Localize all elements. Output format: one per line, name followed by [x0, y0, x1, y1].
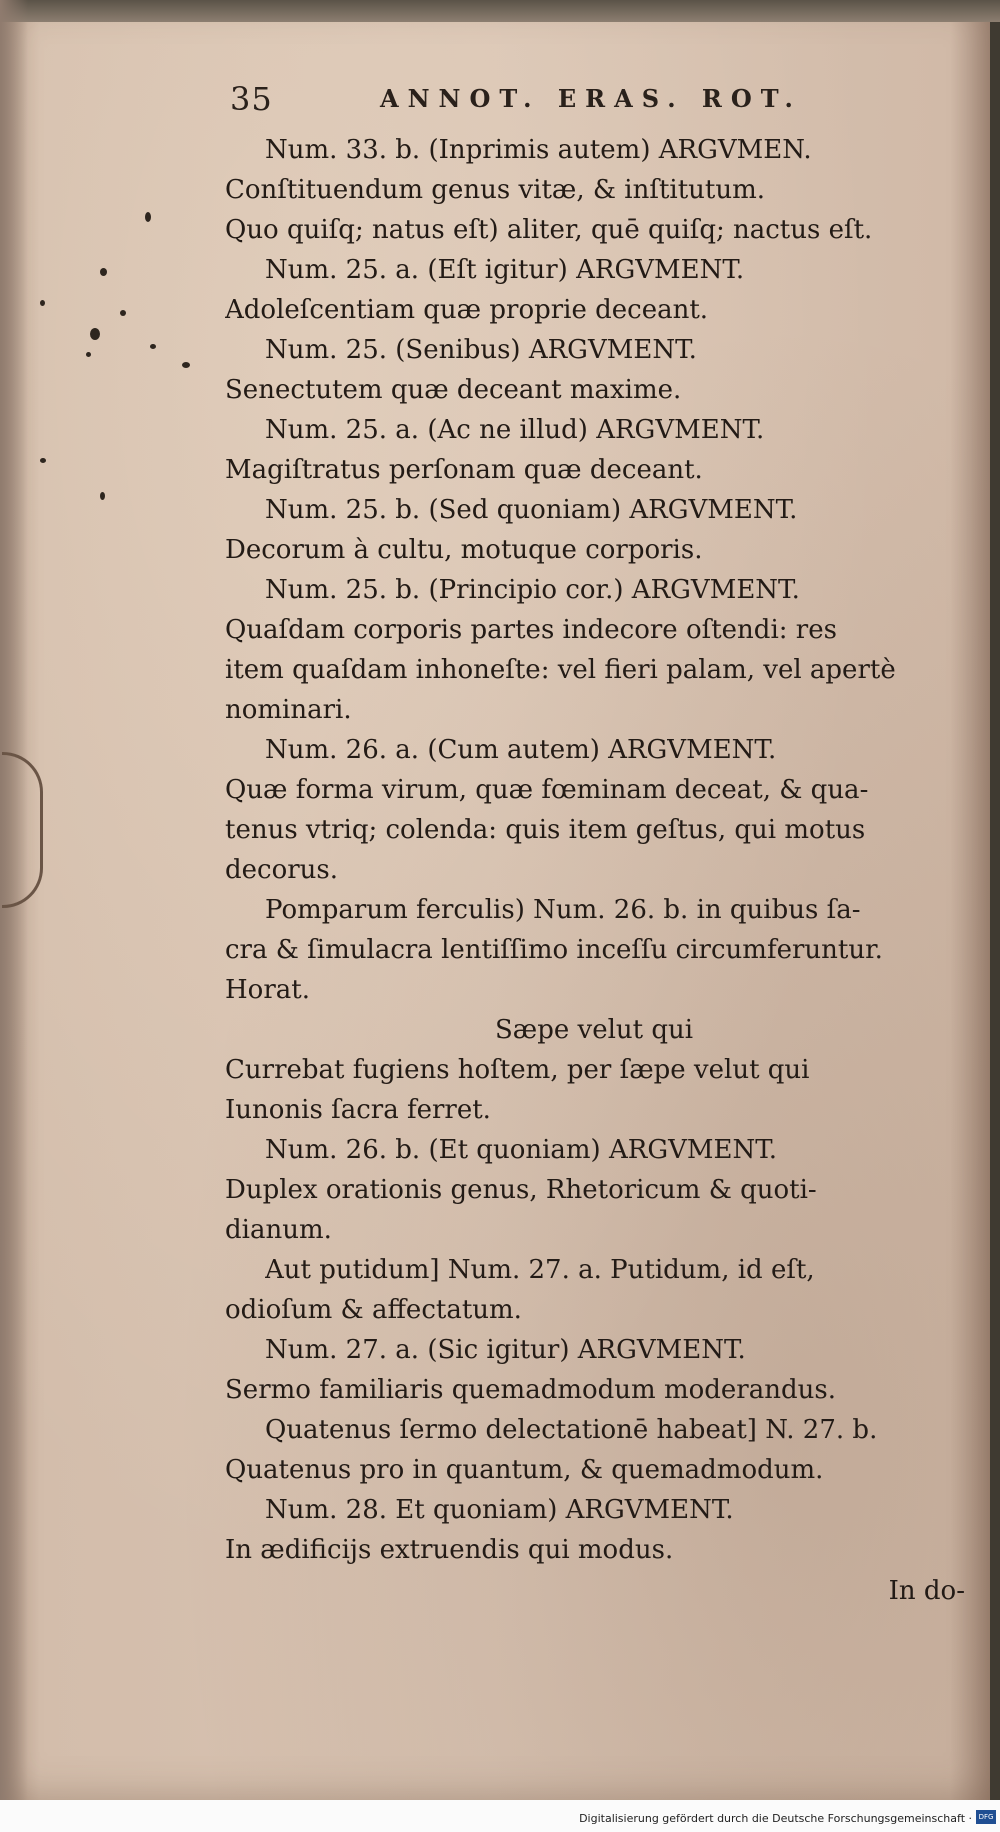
text-line: nominari.: [225, 695, 352, 725]
text-line: tenus vtriq; colenda: quis item geſtus, qui motus: [225, 815, 866, 845]
ink-speck: [86, 352, 91, 357]
text-line: Sermo familiaris quemadmodum moderandus.: [225, 1375, 836, 1405]
text-line: item quaſdam inhoneſte: vel fieri palam, vel apertè: [225, 655, 896, 685]
text-line: Decorum à cultu, motuque corporis.: [225, 535, 703, 565]
text-line: Quaſdam corporis partes indecore oſtendi: res: [225, 615, 837, 645]
text-line: Quo quiſq; natus eſt) aliter, quē quiſq; nactus eſt.: [225, 215, 873, 245]
page-number: 35: [230, 80, 273, 118]
text-line: odioſum & affectatum.: [225, 1295, 522, 1325]
ink-speck: [120, 310, 126, 316]
ink-speck: [100, 492, 105, 500]
text-line: Num. 25. b. (Sed quoniam) ARGVMENT.: [265, 495, 798, 525]
ink-speck: [90, 328, 100, 340]
text-line: Num. 26. a. (Cum autem) ARGVMENT.: [265, 735, 777, 765]
clasp-impression: [2, 752, 43, 908]
text-line: Num. 25. a. (Eſt igitur) ARGVMENT.: [265, 255, 745, 285]
text-line: Num. 25. b. (Principio cor.) ARGVMENT.: [265, 575, 800, 605]
text-line: Magiſtratus perſonam quæ deceant.: [225, 455, 703, 485]
text-line: Num. 25. a. (Ac ne illud) ARGVMENT.: [265, 415, 765, 445]
book-top-edge: [0, 0, 1000, 22]
text-line: Quatenus pro in quantum, & quemadmodum.: [225, 1455, 824, 1485]
ink-speck: [150, 344, 156, 349]
text-line: In ædificijs extruendis qui modus.: [225, 1535, 674, 1565]
ink-speck: [40, 458, 46, 463]
text-line: Num. 26. b. (Et quoniam) ARGVMENT.: [265, 1135, 778, 1165]
text-line: Quatenus ſermo delectationē habeat] N. 27. b.: [265, 1415, 878, 1445]
text-line: Conſtituendum genus vitæ, & inſtitutum.: [225, 175, 766, 205]
digitization-credit: Digitalisierung gefördert durch die Deutsche Forschungsgemeinschaft ·: [579, 1812, 972, 1825]
dfg-logo: DFG: [976, 1810, 996, 1824]
text-line: Pomparum ferculis) Num. 26. b. in quibus ſa-: [265, 895, 861, 925]
verse-line: Currebat fugiens hoſtem, per ſæpe velut qui: [225, 1055, 810, 1085]
text-line: dianum.: [225, 1215, 332, 1245]
page-header: [230, 80, 950, 120]
verse-line: Iunonis ſacra ferret.: [225, 1095, 491, 1125]
ink-speck: [182, 362, 190, 368]
text-line: Senectutem quæ deceant maxime.: [225, 375, 682, 405]
verse-line: Sæpe velut qui: [495, 1015, 694, 1045]
text-line: Aut putidum] Num. 27. a. Putidum, id eſt,: [265, 1255, 815, 1285]
ink-speck: [40, 300, 45, 306]
running-head: ANNOT. ERAS. ROT.: [380, 84, 802, 113]
ink-speck: [100, 268, 107, 276]
catchword: In do-: [888, 1576, 965, 1606]
text-line: Quæ forma virum, quæ fœminam deceat, & qua-: [225, 775, 869, 805]
text-line: Num. 27. a. (Sic igitur) ARGVMENT.: [265, 1335, 746, 1365]
text-line: Horat.: [225, 975, 310, 1005]
text-line: Adoleſcentiam quæ proprie deceant.: [225, 295, 709, 325]
text-line: decorus.: [225, 855, 339, 885]
text-line: Num. 33. b. (Inprimis autem) ARGVMEN.: [265, 135, 812, 165]
text-line: Num. 28. Et quoniam) ARGVMENT.: [265, 1495, 734, 1525]
ink-speck: [145, 212, 151, 222]
text-line: Duplex orationis genus, Rhetoricum & quoti-: [225, 1175, 817, 1205]
text-line: Num. 25. (Senibus) ARGVMENT.: [265, 335, 697, 365]
text-line: cra & ſimulacra lentiſſimo inceſſu circumferuntur.: [225, 935, 883, 965]
